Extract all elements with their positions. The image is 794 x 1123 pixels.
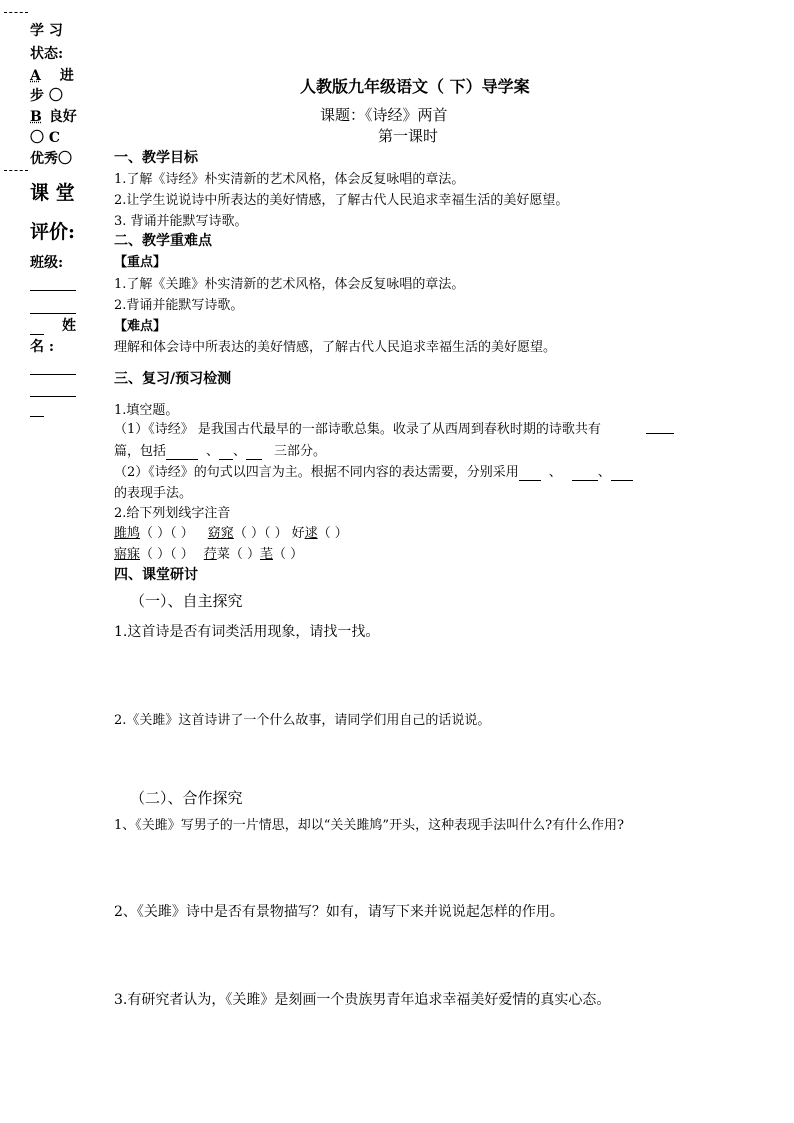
fill-q2-line2: 的表现手法。 (114, 486, 193, 501)
part-self-study: （一）、自主探究 (130, 592, 243, 610)
name-blank-2[interactable] (30, 396, 76, 397)
fill-q1-line2-a: 篇，包括 (114, 444, 167, 459)
fill-q1-blank-count[interactable] (646, 433, 674, 434)
fill-q1-blank-2[interactable] (219, 444, 233, 460)
option-a (30, 65, 74, 85)
paren-4[interactable]: （ ） (263, 526, 288, 541)
name-blank-3[interactable] (30, 416, 44, 417)
lesson-number: 第一课时 (378, 127, 439, 145)
key-item-2: 2.背诵并能默写诗歌。 (114, 298, 244, 313)
fill-q1-line2 (114, 440, 326, 460)
status-label-2: 状态: (30, 46, 64, 62)
name-blank-1[interactable] (30, 374, 76, 375)
fill-blank-title: 1.填空题。 (114, 403, 179, 418)
fill-q1-blank-1[interactable] (166, 444, 198, 460)
part-cooperation: （二）、合作探究 (130, 789, 243, 807)
paren-3[interactable]: （ ） (233, 526, 264, 541)
key-label: 【重点】 (114, 255, 167, 270)
section-objectives-heading: 一、教学目标 (114, 150, 198, 166)
fill-q1-sep-2: 、 (233, 444, 247, 459)
section-discussion-heading: 四、课堂研讨 (114, 567, 198, 583)
sidebar-mid-dash (4, 170, 28, 171)
paren-8[interactable]: （ ） (229, 547, 260, 562)
option-a-letter: A (30, 68, 41, 84)
paren-1[interactable]: （ ） (140, 526, 171, 541)
option-b-text: 良好 (48, 109, 77, 125)
word-haoqiu-a: 好 (291, 526, 305, 541)
objective-item-3: 3. 背诵并能默写诗歌。 (114, 214, 248, 229)
class-blank-1[interactable] (30, 290, 76, 291)
option-a-line2: 步 〇 (30, 88, 63, 104)
pinyin-title: 2.给下列划线字注音 (114, 506, 231, 521)
word-xing-cai: 菜 (216, 547, 230, 562)
option-c-line2: 优秀〇 (30, 151, 72, 167)
key-item-1: 1.了解《关雎》朴实清新的艺术风格，体会反复咏唱的章法。 (114, 277, 465, 292)
hard-text: 理解和体会诗中所表达的美好情感，了解古代人民追求幸福生活的美好愿望。 (114, 340, 557, 355)
option-b (30, 106, 77, 126)
paren-7[interactable]: （ ） (170, 547, 194, 562)
self-study-q1: 1.这首诗是否有词类活用现象，请找一找。 (114, 624, 380, 640)
self-study-q2: 2.《关雎》这首诗讲了一个什么故事，请同学们用自己的话说说。 (114, 713, 491, 728)
page-title: 人教版九年级语文（ 下）导学案 (300, 77, 530, 96)
cooperation-q1: 1、《关雎》写男子的一片情思，却以“关关雎鸠”开头，这种表现手法叫什么?有什么作用? (114, 818, 625, 833)
option-b-letter: B (30, 109, 42, 125)
option-a-text: 进 (59, 68, 74, 84)
word-yaotiao: 窈窕 (207, 526, 234, 541)
fill-q1-blank-3[interactable] (246, 444, 262, 460)
lesson-subject: 课题：《诗经》两首 (320, 106, 448, 124)
word-mao: 芼 (259, 547, 273, 562)
paren-2[interactable]: （ ） (170, 526, 194, 541)
word-wumei: 寤寐 (114, 547, 141, 562)
paren-9[interactable]: （ ） (272, 547, 304, 562)
cooperation-q2: 2、《关雎》诗中是否有景物描写？如有，请写下来并说说起怎样的作用。 (114, 904, 564, 920)
class-blank-3[interactable] (30, 334, 44, 335)
fill-q2-blank-1[interactable] (519, 465, 541, 481)
word-jujiu: 雎鸠 (114, 526, 141, 541)
class-blank-2[interactable] (30, 313, 76, 314)
sidebar-top-dash (4, 12, 28, 13)
fill-q2-sep-2: 、 (597, 465, 611, 480)
name-label-2: 名 : (30, 339, 55, 355)
cooperation-q3: 3.有研究者认为，《关雎》是刻画一个贵族男青年追求幸福美好爱情的真实心态。 (114, 992, 611, 1008)
evaluation-label: 课 堂 (30, 182, 75, 204)
evaluation-label-2: 评价: (30, 221, 76, 243)
hard-label: 【难点】 (114, 319, 167, 334)
fill-q1-line1: （1）《诗经》 是我国古代最早的一部诗歌总集。收录了从西周到春秋时期的诗歌共有 (114, 422, 601, 437)
fill-q2-blank-2[interactable] (572, 465, 598, 481)
fill-q1-line2-c: 三部分。 (274, 444, 327, 459)
fill-q1-sep-1: 、 (206, 444, 220, 459)
fill-q2-sep-1: 、 (548, 465, 562, 480)
fill-q2-text: （2）《诗经》的句式以四言为主。根据不同内容的表达需要，分别采用 (114, 465, 519, 480)
section-keypoints-heading: 二、教学重难点 (114, 233, 212, 249)
paren-6[interactable]: （ ） (140, 547, 171, 562)
pinyin-row-1 (114, 522, 348, 541)
status-label: 学 习 (30, 23, 63, 39)
section-review-heading: 三、复习/预习检测 (114, 371, 232, 387)
paren-5[interactable]: （ ） (317, 526, 348, 541)
pinyin-row-2 (114, 543, 303, 562)
fill-q2-line1 (114, 461, 633, 481)
word-haoqiu-b: 逑 (304, 526, 318, 541)
objective-item-2: 2.让学生说说诗中所表达的美好情感，了解古代人民追求幸福生活的美好愿望。 (114, 193, 569, 208)
word-xing: 荇 (203, 547, 217, 562)
class-label: 班级: (30, 255, 64, 271)
objective-item-1: 1.了解《诗经》朴实清新的艺术风格，体会反复咏唱的章法。 (114, 172, 465, 187)
option-b-line2: 〇 C (30, 130, 61, 146)
name-label: 姓 (62, 318, 76, 334)
fill-q2-blank-3[interactable] (611, 465, 633, 481)
